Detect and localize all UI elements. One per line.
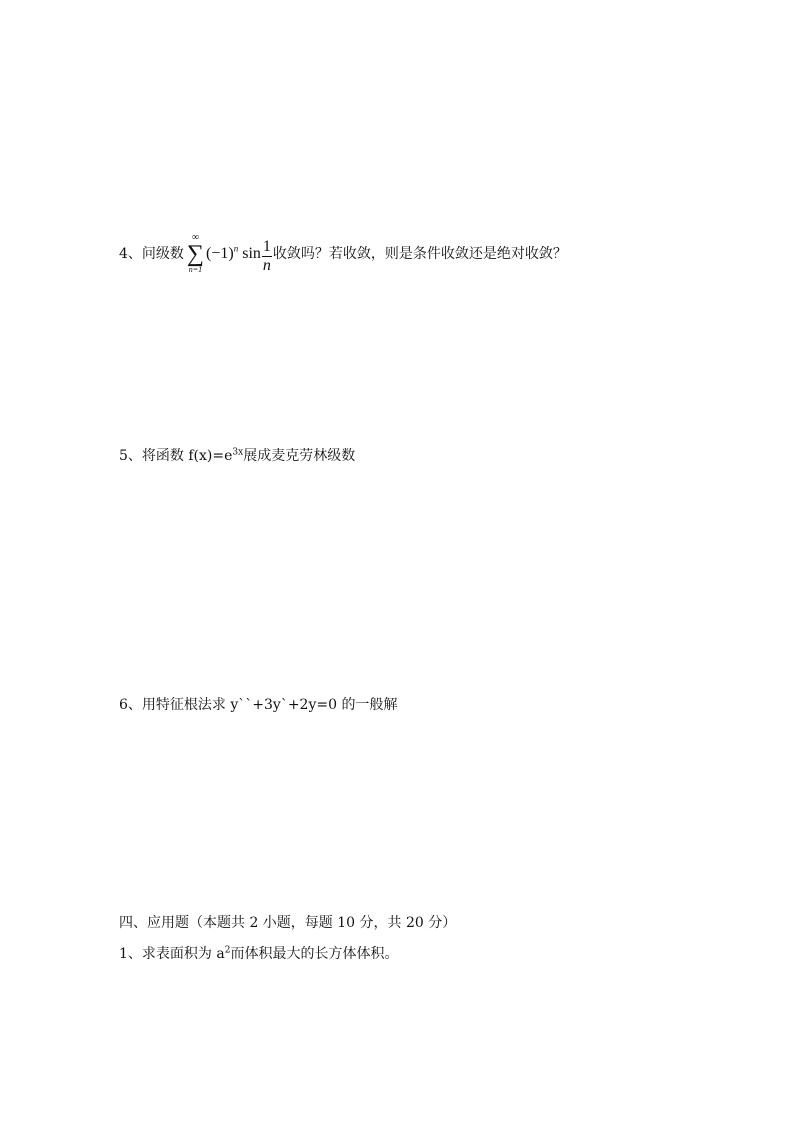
sigma-glyph: ∑	[186, 241, 205, 267]
series-term-base: (−1)	[206, 245, 234, 262]
question-4-suffix: 收敛吗？若收敛，则是条件收敛还是绝对收敛？	[272, 246, 567, 262]
fraction-one-over-n	[262, 239, 272, 274]
summation-lower-limit: n=1	[188, 265, 203, 274]
question-4	[119, 232, 567, 276]
question-5	[119, 447, 355, 465]
question-5-suffix: 展成麦克劳林级数	[243, 448, 356, 464]
application-question-1-suffix: 而体积最大的长方体体积。	[230, 946, 399, 962]
summation-symbol	[187, 233, 204, 275]
application-question-1-exponent: 2	[224, 945, 231, 956]
summation-upper-limit: ∞	[191, 232, 200, 243]
question-4-number: 4、	[119, 246, 142, 262]
section-4-heading: 四、应用题（本题共 2 小题，每题 10 分，共 20 分）	[119, 915, 457, 931]
question-5-number: 5、	[119, 448, 142, 464]
series-term-exponent: n	[233, 243, 239, 254]
question-4-prefix: 问级数	[141, 246, 184, 262]
series-term-function: sin	[242, 245, 261, 262]
series-term	[206, 245, 261, 263]
application-question-1	[119, 945, 398, 963]
question-5-prefix: 将函数 f(x)=e	[141, 448, 233, 464]
question-6: 6、用特征根法求 y``+3y`+2y=0 的一般解	[119, 697, 398, 713]
fraction-denominator: n	[262, 256, 271, 274]
application-question-1-prefix: 1、求表面积为 a	[119, 946, 225, 962]
question-5-exponent: 3x	[232, 447, 244, 458]
fraction-numerator: 1	[262, 237, 271, 255]
